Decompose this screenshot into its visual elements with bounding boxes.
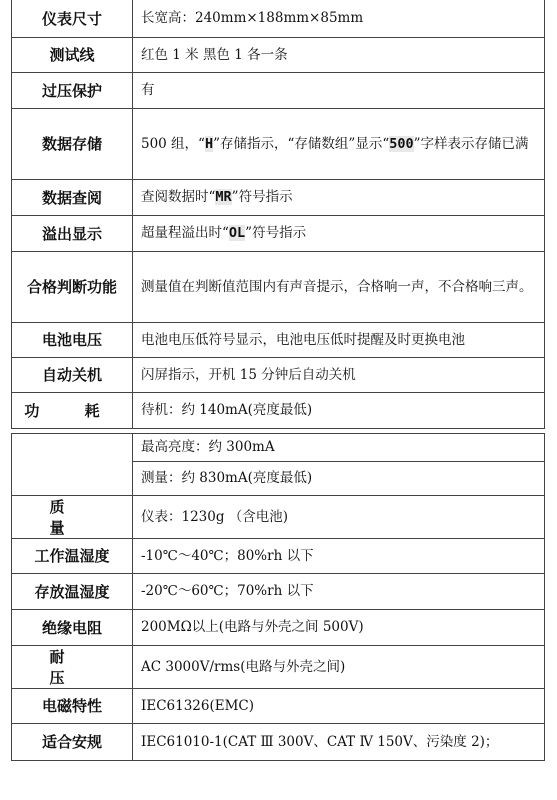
value-text: ”存储指示，“存储数组”显示“ — [213, 135, 390, 152]
spec-label: 仪表尺寸 — [12, 0, 133, 37]
symbol-text: H — [204, 135, 214, 152]
spec-label: 电池电压 — [12, 322, 133, 357]
spec-row — [12, 433, 545, 461]
spec-value: 电池电压低符号显示，电池电压低时提醒及时更换电池 — [133, 322, 545, 357]
value-text: ”符号指示 — [231, 189, 293, 205]
spec-row — [12, 179, 545, 215]
spec-value: 闪屏指示，开机 15 分钟后自动关机 — [133, 357, 545, 392]
spec-table — [11, 0, 545, 761]
spec-label: 合格判断功能 — [12, 251, 133, 322]
value-text: 超量程溢出时“ — [141, 225, 229, 241]
spec-label: 工作温湿度 — [12, 538, 133, 573]
spec-label: 过压保护 — [12, 72, 133, 108]
spec-row — [12, 215, 545, 251]
spec-label: 自动关机 — [12, 357, 133, 392]
value-text: 查阅数据时“ — [141, 189, 216, 205]
spec-row — [12, 322, 545, 357]
spec-value: 待机：约 140mA(亮度最低) — [133, 392, 545, 428]
spec-value: 长宽高：240mm×188mm×85mm — [133, 0, 545, 37]
symbol-text: OL — [228, 225, 246, 241]
spec-row — [12, 609, 545, 645]
spec-row — [12, 573, 545, 609]
spec-value: -20℃～60℃；70%rh 以下 — [133, 573, 545, 609]
spec-value: -10℃～40℃；80%rh 以下 — [133, 538, 545, 573]
spec-row — [12, 495, 545, 538]
spec-row — [12, 645, 545, 688]
spec-value — [133, 179, 545, 215]
spec-label: 存放温湿度 — [12, 573, 133, 609]
spec-value: 测量值在判断值范围内有声音提示，合格响一声，不合格响三声。 — [133, 251, 545, 322]
value-text: ”字样表示存储已满 — [413, 135, 529, 152]
spec-row — [12, 688, 545, 723]
spec-row — [12, 251, 545, 322]
spec-value: AC 3000V/rms(电路与外壳之间) — [133, 645, 545, 688]
value-text: ”符号指示 — [245, 225, 307, 241]
symbol-text: MR — [215, 189, 232, 205]
spec-row — [12, 0, 545, 37]
spec-label: 数据查阅 — [12, 179, 133, 215]
spec-label: 测试线 — [12, 37, 133, 72]
spec-label: 溢出显示 — [12, 215, 133, 251]
spec-value: 200MΩ以上(电路与外壳之间 500V) — [133, 609, 545, 645]
spec-label: 数据存储 — [12, 108, 133, 179]
spec-row — [12, 108, 545, 179]
spec-value: 最高亮度：约 300mA — [133, 433, 545, 461]
spec-value: 红色 1 米 黑色 1 各一条 — [133, 37, 545, 72]
spec-value: 有 — [133, 72, 545, 108]
spec-value — [133, 215, 545, 251]
spec-row — [12, 37, 545, 72]
spec-row — [12, 72, 545, 108]
spec-label: 功 耗 — [12, 392, 133, 428]
spec-row — [12, 538, 545, 573]
spec-row — [12, 357, 545, 392]
symbol-text: 500 — [389, 135, 414, 152]
spec-label: 耐 压 — [12, 645, 133, 688]
spec-row — [12, 723, 545, 760]
spec-label: 适合安规 — [12, 723, 133, 760]
spec-value: IEC61326(EMC) — [133, 688, 545, 723]
spec-value — [133, 108, 545, 179]
value-text: 500 组，“ — [141, 135, 205, 152]
spec-label: 质 量 — [12, 495, 133, 538]
spec-label — [12, 433, 133, 495]
spec-label: 绝缘电阻 — [12, 609, 133, 645]
spec-value: 测量：约 830mA(亮度最低) — [133, 461, 545, 495]
spec-row — [12, 392, 545, 428]
spec-value: 仪表：1230g （含电池) — [133, 495, 545, 538]
spec-value: IEC61010-1(CAT Ⅲ 300V、CAT Ⅳ 150V、污染度 2)； — [133, 723, 545, 760]
spec-label: 电磁特性 — [12, 688, 133, 723]
